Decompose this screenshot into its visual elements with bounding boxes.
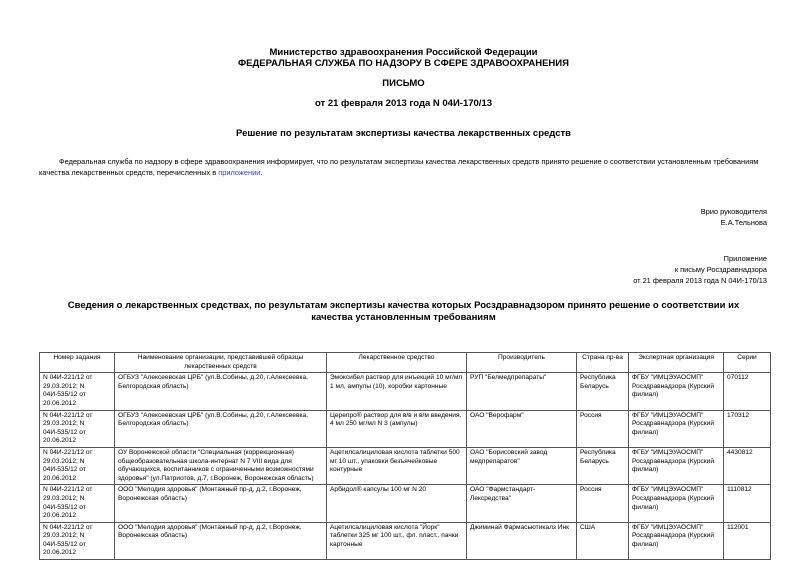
table-row [40,485,771,522]
cell-organization: ООО "Мелодия здоровья" (Монтажный пр-д, д.2, г.Воронеж, Воронежская область) [115,485,327,522]
cell-organization: ООО "Мелодия здоровья" (Монтажный пр-д, д.2, г.Воронеж, Воронежская область) [115,522,327,559]
header-medicine: Лекарственное средство [327,353,467,373]
cell-medicine: Ацетилсалициловая кислота таблетки 500 мг 10 шт., упаковки безъячейковые контурные [327,447,467,484]
cell-expert-organization: ФГБУ "ИМЦЭУАОСМП" Росздравнадзора (Курский филиал) [629,447,724,484]
document-date-number: от 21 февраля 2013 года N 04И-170/13 [314,98,493,109]
cell-country: Республика Беларусь [577,373,629,410]
cell-task-number: N 04И-221/12 от 29.03.2012; N 04И-535/12 от 20.06.2012 [40,485,115,522]
cell-manufacturer: ОАО "Фармстандарт-Лексредства" [467,485,577,522]
cell-medicine: Ацетилсалициловая кислота "Йорк" таблетки 325 мг 100 шт., фл. пласт., пачки картонные [327,522,467,559]
cell-country: Россия [577,485,629,522]
appendix-line: к письму Росздравнадзора [674,265,767,274]
cell-expert-organization: ФГБУ "ИМЦЭУАОСМП" Росздравнадзора (Курский филиал) [629,522,724,559]
cell-expert-organization: ФГБУ "ИМЦЭУАОСМП" Росздравнадзора (Курский филиал) [629,485,724,522]
service-heading: ФЕДЕРАЛЬНАЯ СЛУЖБА ПО НАДЗОРУ В СФЕРЕ ЗДРАВООХРАНЕНИЯ [238,58,569,69]
cell-expert-organization: ФГБУ "ИМЦЭУАОСМП" Росздравнадзора (Курский филиал) [629,373,724,410]
cell-task-number: N 04И-221/12 от 29.03.2012; N 04И-535/12 от 20.06.2012 [40,410,115,447]
header-organization: Наименование организации, представившей образцы лекарственных средств [115,353,327,373]
medicines-table [39,352,771,560]
cell-medicine: Эмоксибел раствор для инъекций 10 мг/мл 1 мл, ампулы (10), коробки картонные [327,373,467,410]
ministry-heading: Министерство здравоохранения Российской Федерации [269,47,538,58]
cell-series: 4430812 [724,447,771,484]
appendix-line: от 21 февраля 2013 года N 04И-170/13 [633,276,767,285]
header-country: Страна пр-ва [577,353,629,373]
intro-text: Федеральная служба по надзору в сфере здравоохранения информирует, что по результатам экспертизы качества лекарственных средств принято решение о соответствии установленным требованиям качества лекарственных средств, перечисленных в [39,157,759,177]
table-header-row [40,353,771,373]
cell-manufacturer: РУП "Белмедпрепараты" [467,373,577,410]
cell-task-number: N 04И-221/12 от 29.03.2012; N 04И-535/12 от 20.06.2012 [40,373,115,410]
appendix-line: Приложение [723,254,767,263]
cell-organization: ОГБУЗ "Алексеевская ЦРБ" (ул.В.Собины, д.20, г.Алексеевка, Белгородская область) [115,373,327,410]
cell-expert-organization: ФГБУ "ИМЦЭУАОСМП" Росздравнадзора (Курский филиал) [629,410,724,447]
cell-series: 070112 [724,373,771,410]
appendix-reference [633,253,767,286]
cell-organization: ОГБУЗ "Алексеевская ЦРБ" (ул.В.Собины, д.20, г.Алексеевка, Белгородская область) [115,410,327,447]
table-row [40,373,771,410]
table-row [40,447,771,484]
signature-block [701,206,767,228]
signatory-name: Е.А.Тельнова [720,218,767,227]
cell-task-number: N 04И-221/12 от 29.03.2012; N 04И-535/12 от 20.06.2012 [40,522,115,559]
table-row [40,410,771,447]
document-subject: Решение по результатам экспертизы качества лекарственных средств [236,128,571,139]
header-task-number: Номер задания [40,353,115,373]
header-expert-organization: Экспертная организация [629,353,724,373]
cell-country: Россия [577,410,629,447]
cell-manufacturer: ОАО "Борисовский завод медпрепаратов" [467,447,577,484]
table-title: Сведения о лекарственных средствах, по результатам экспертизы качества которых Росздравнадзором принято решение о соответствии их качества установленным требованиям [67,300,740,323]
cell-manufacturer: ОАО "Верофарм" [467,410,577,447]
appendix-link[interactable]: приложении [218,168,261,177]
cell-series: 112001 [724,522,771,559]
cell-country: США [577,522,629,559]
signatory-position: Врио руководителя [700,207,767,216]
intro-paragraph [39,156,769,178]
cell-country: Республика Беларусь [577,447,629,484]
document-type: ПИСЬМО [382,78,425,89]
cell-task-number: N 04И-221/12 от 29.03.2012; N 04И-535/12 от 20.06.2012 [40,447,115,484]
header-manufacturer: Производитель [467,353,577,373]
cell-series: 1110812 [724,485,771,522]
cell-series: 170312 [724,410,771,447]
intro-end: . [260,168,263,177]
table-row [40,522,771,559]
cell-organization: ОУ Воронежской области "Специальная (коррекционная) общеобразовательная школа-интернат N 7 VIII вида для обучающихся, воспитанников с ограниченными возможностями здоровья" (ул.Патриотов, д.7, г.Воронеж, Воронежская область) [115,447,327,484]
header-series: Серии [724,353,771,373]
cell-manufacturer: Джиминай Фармасьютикалз Инк [467,522,577,559]
cell-medicine: Арбидол® капсулы 100 мг N 20 [327,485,467,522]
cell-medicine: Церепро® раствор для в/в и в/м введения, 4 мл 250 мг/мл N 3 (ампулы) [327,410,467,447]
